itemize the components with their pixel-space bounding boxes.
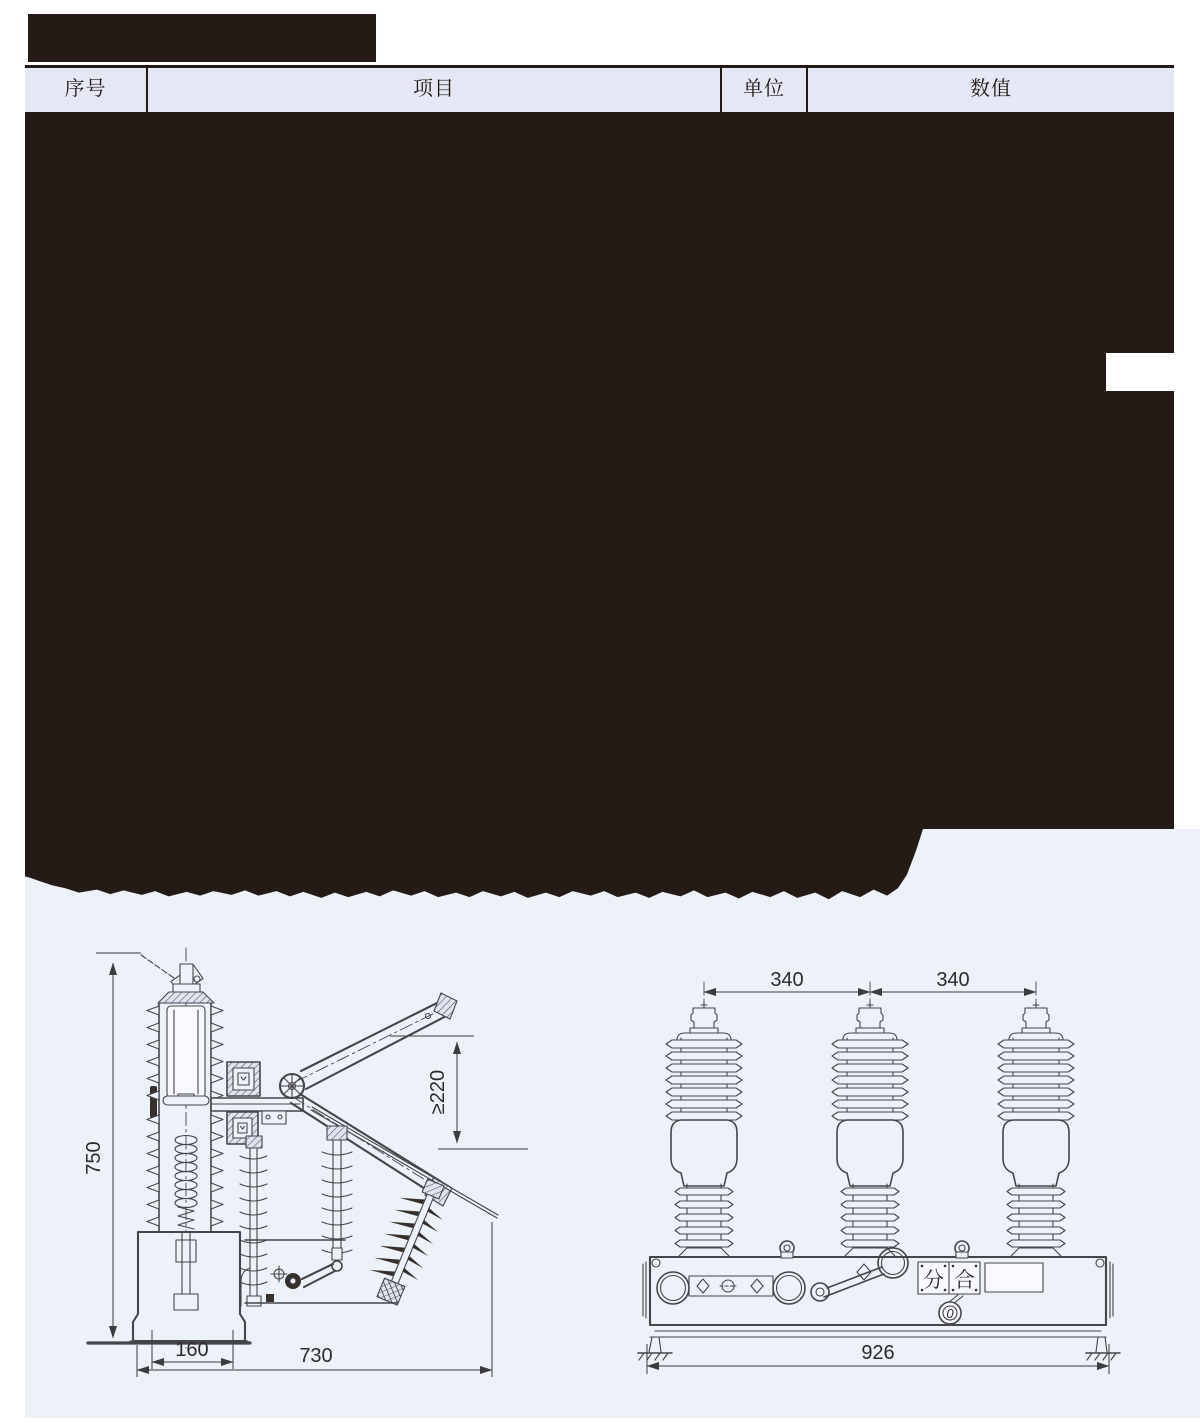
indicator-open-label: 分	[923, 1269, 944, 1292]
col-header-unit: 单位	[722, 68, 808, 112]
dim-label-overall-width: 730	[299, 1345, 333, 1367]
base-mechanism	[241, 1240, 397, 1306]
side-elevation-drawing	[88, 948, 498, 1348]
operation-counter-digit: 0	[946, 1306, 954, 1321]
dim-label-base-width: 160	[175, 1339, 209, 1361]
drive-insulator-c	[361, 1172, 455, 1309]
pole-left	[666, 1002, 742, 1260]
col-header-serial: 序号	[25, 68, 148, 112]
col-header-value: 数值	[970, 78, 1012, 100]
post-insulator-a	[240, 1136, 267, 1306]
col-header-item: 项目	[148, 68, 722, 112]
pole-middle	[832, 1002, 908, 1260]
dim-label-total-width: 926	[861, 1342, 895, 1364]
pull-insulator-b	[302, 1126, 352, 1287]
pole-right	[998, 1002, 1074, 1260]
nameplate	[985, 1263, 1043, 1292]
dim-label-height: 750	[83, 1141, 105, 1175]
cushion-block-upper	[227, 1062, 260, 1096]
dim-label-spacing-left: 340	[770, 969, 804, 991]
dim-label-spacing-right: 340	[936, 969, 970, 991]
dim-label-clearance: ≥220	[427, 1069, 449, 1115]
front-elevation-drawing	[638, 982, 1120, 1360]
indicator-close-label: 合	[954, 1269, 975, 1292]
base-box	[131, 1232, 247, 1342]
